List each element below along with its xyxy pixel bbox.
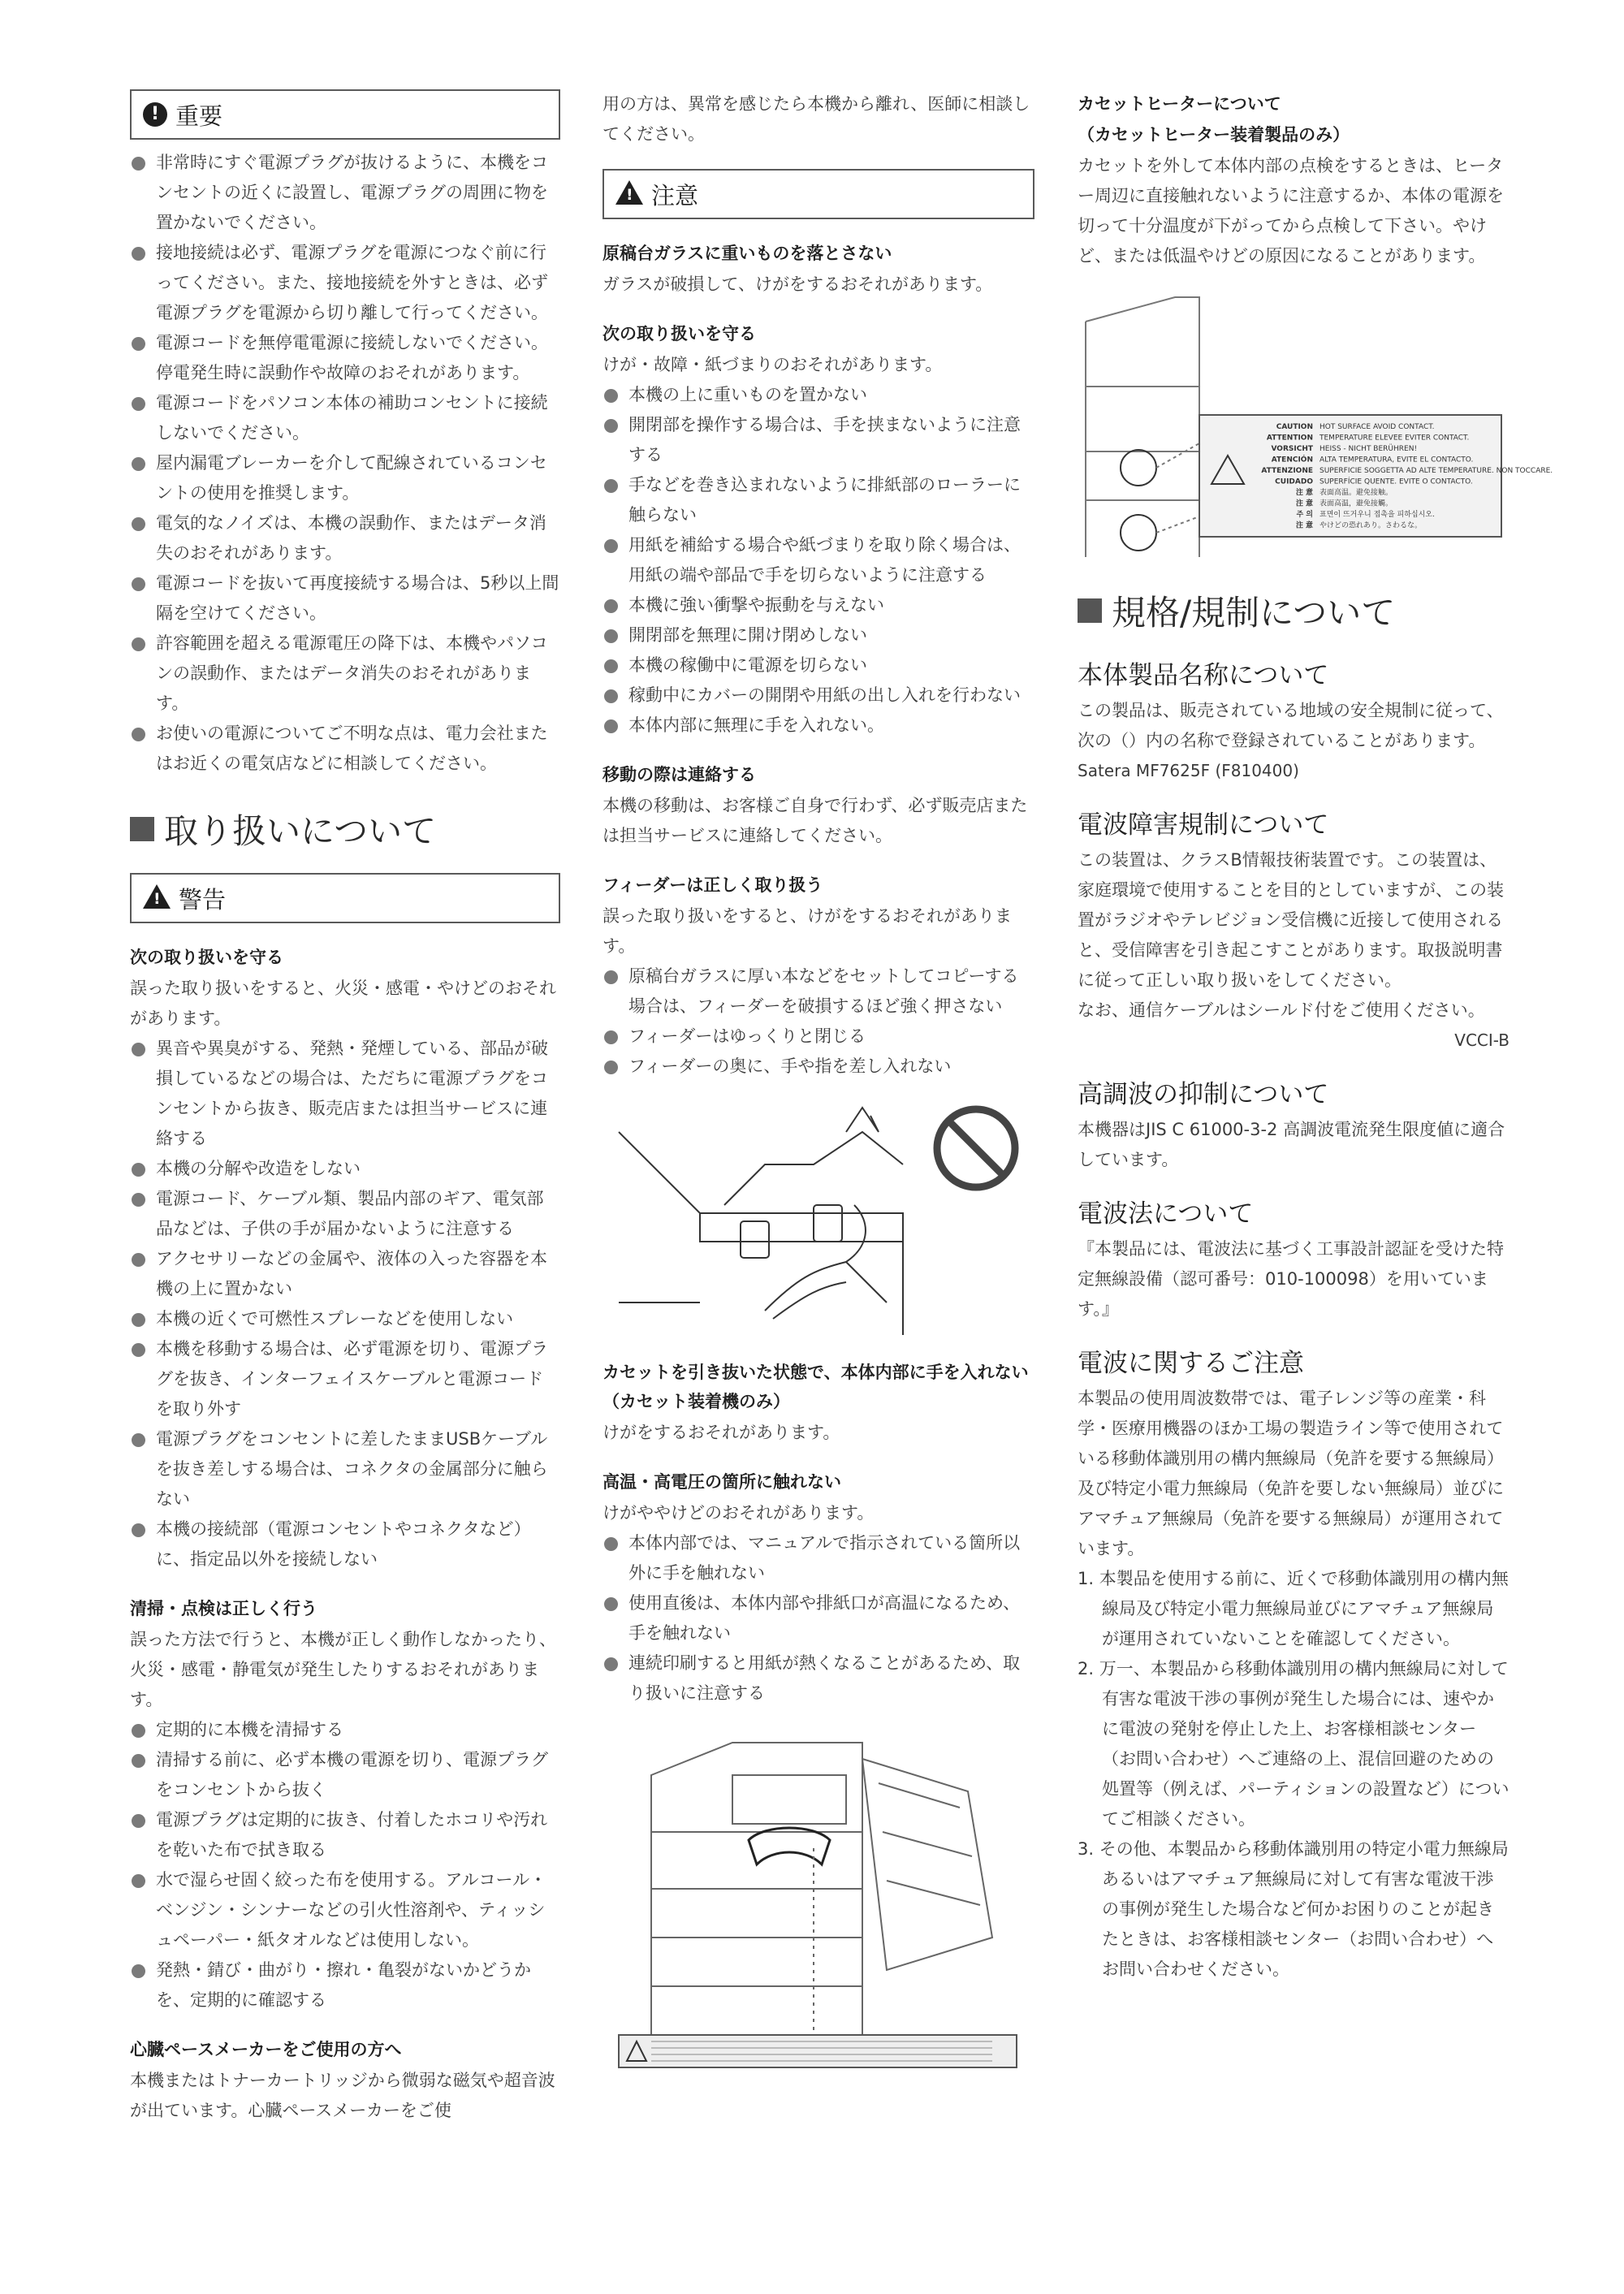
label-row-value: HEISS - NICHT BERÜHREN!: [1320, 445, 1418, 453]
feeder-illustration: [603, 1099, 1034, 1338]
column-3: [1078, 89, 1553, 1985]
list-item: 水で湿らせ固く絞った布を使用する。アルコール・ベンジン・シンナーなどの引火性溶剤や、ティッシュペーパー・紙タオルなどは使用しない。: [130, 1865, 560, 1955]
column-2: [603, 89, 1034, 2097]
cleaning-list: [130, 1715, 560, 2015]
paragraph: 本製品の使用周波数帯では、電子レンジ等の産業・科学・医療用機器のほか工場の製造ライン等で使用されている移動体識別用の構内無線局（免許を要する無線局）及び特定小電力無線局（免許を要しない無線局）並びにアマチュア無線局（免許を要する無線局）が運用されています。: [1078, 1389, 1504, 1558]
subheading: 次の取り扱いを守る: [130, 948, 283, 967]
list-item: 使用直後は、本体内部や排紙口が高温になるため、手を触れない: [603, 1588, 1034, 1648]
subheading: （カセットヒーター装着製品のみ）: [1078, 125, 1350, 145]
list-item: 電源コード、ケーブル類、製品内部のギア、電気部品などは、子供の手が届かないように注意する: [130, 1184, 560, 1244]
list-item: 接地接続は必ず、電源プラグを電源につなぐ前に行ってください。また、接地接続を外すときは、必ず電源プラグを電源から切り離して行ってください。: [130, 238, 560, 328]
paragraph: 誤った方法で行うと、本機が正しく動作しなかったり、火災・感電・静電気が発生したりするおそれがあります。: [130, 1630, 556, 1709]
label-row-key: ATTENTION: [1266, 434, 1313, 443]
paragraph: 用の方は、異常を感じたら本機から離れ、医師に相談してください。: [603, 94, 1030, 144]
list-item: 電気的なノイズは、本機の誤動作、またはデータ消失のおそれがあります。: [130, 508, 560, 568]
paragraph: 誤った取り扱いをすると、けがをするおそれがあります。: [603, 906, 1012, 956]
list-item: 本体内部では、マニュアルで指示されている箇所以外に手を触れない: [603, 1528, 1034, 1588]
label-row-key: CUIDADO: [1275, 477, 1313, 486]
label-row-value: 表面高温，避免接觸。: [1320, 499, 1393, 508]
paragraph: 誤った取り扱いをすると、火災・感電・やけどのおそれがあります。: [130, 979, 556, 1028]
subtitle: 電波に関するご注意: [1078, 1349, 1304, 1378]
paragraph: けがややけどのおそれがあります。: [603, 1503, 875, 1523]
label-row-key: 注 意: [1295, 499, 1313, 508]
label-row-value: ALTA TEMPERATURA, EVITE EL CONTACTO.: [1320, 456, 1474, 464]
printer-open-illustration: [603, 1726, 1034, 2076]
paragraph: ガラスが破損して、けがをするおそれがあります。: [603, 274, 993, 294]
label-row-key: CAUTION: [1276, 423, 1313, 431]
subtitle: 電波障害規制について: [1078, 810, 1329, 840]
important-list: [130, 148, 560, 779]
important-title: 重要: [175, 102, 223, 130]
list-item: 原稿台ガラスに厚い本などをセットしてコピーする場合は、フィーダーを破損するほど強く押さない: [603, 961, 1034, 1022]
subheading: 清掃・点検は正しく行う: [130, 1599, 317, 1618]
subheading: 心臓ペースメーカーをご使用の方へ: [130, 2040, 402, 2059]
list-item: 定期的に本機を清掃する: [130, 1715, 560, 1745]
square-bullet-icon: [1078, 598, 1102, 623]
list-item: 本機を移動する場合は、必ず電源を切り、電源プラグを抜き、インターフェイスケーブルと電源コードを取り外す: [130, 1334, 560, 1424]
vcci-mark: VCCI-B: [1454, 1030, 1510, 1050]
label-row-value: SUPERFICIE SOGGETTA AD ALTE TEMPERATURE. NON TOCCARE.: [1320, 467, 1553, 475]
notice-list: [1078, 1564, 1510, 1985]
warning-title: 警告: [179, 885, 227, 914]
list-item: フィーダーはゆっくりと閉じる: [603, 1022, 1034, 1052]
section-title: 規格/規制について: [1112, 593, 1396, 633]
list-item: 用紙を補給する場合や紙づまりを取り除く場合は、用紙の端や部品で手を切らないように注意する: [603, 530, 1034, 590]
list-item: 3. その他、本製品から移動体識別用の特定小電力無線局あるいはアマチュア無線局に対して有害な電波干渉の事例が発生した場合など何かお困りのことが起きたときは、お客様相談センター（お問い合わせ）へお問い合わせください。: [1078, 1839, 1509, 1979]
handling-list: [130, 1034, 560, 1575]
paragraph: この製品は、販売されている地域の安全規制に従って、次の（）内の名称で登録されていることがあります。: [1078, 701, 1504, 750]
caution-list: [603, 380, 1034, 741]
cassette-heater-illustration: [1078, 289, 1553, 560]
list-item: 許容範囲を超える電源電圧の降下は、本機やパソコンの誤動作、またはデータ消失のおそれがあります。: [130, 629, 560, 719]
subtitle: 本体製品名称について: [1078, 661, 1329, 690]
list-item: 屋内漏電ブレーカーを介して配線されているコンセントの使用を推奨します。: [130, 448, 560, 508]
list-item: フィーダーの奥に、手や指を差し入れない: [603, 1052, 1034, 1082]
paragraph: なお、通信ケーブルはシールド付をご使用ください。: [1078, 1000, 1485, 1020]
prohibition-icon: [937, 1109, 1015, 1187]
paragraph: 本機器はJIS C 61000-3-2 高調波電流発生限度値に適合しています。: [1078, 1120, 1505, 1169]
section-title: 取り扱いについて: [164, 811, 437, 851]
subheading: カセットヒーターについて: [1078, 94, 1281, 114]
section-heading-standards: [1078, 586, 1510, 635]
label-row-key: ATENCIÓN: [1271, 456, 1313, 464]
label-row-value: HOT SURFACE AVOID CONTACT.: [1320, 423, 1435, 431]
list-item: 本体内部に無理に手を入れない。: [603, 711, 1034, 741]
paragraph: けがをするおそれがあります。: [603, 1423, 840, 1442]
list-item: 清掃する前に、必ず本機の電源を切り、電源プラグをコンセントから抜く: [130, 1745, 560, 1805]
printer-inside-illustration: [603, 1726, 1034, 2079]
list-item: 開閉部を操作する場合は、手を挟まないように注意する: [603, 410, 1034, 470]
list-item: アクセサリーなどの金属や、液体の入った容器を本機の上に置かない: [130, 1244, 560, 1304]
square-bullet-icon: [130, 817, 154, 841]
subheading: フィーダーは正しく取り扱う: [603, 875, 823, 895]
warning-triangle-icon: [143, 884, 171, 909]
label-row-key: ATTENZIONE: [1261, 467, 1313, 475]
paragraph: 本機の移動は、お客様ご自身で行わず、必ず販売店または担当サービスに連絡してください。: [603, 796, 1028, 845]
list-item: 本機の近くで可燃性スプレーなどを使用しない: [130, 1304, 560, 1334]
subheading: カセットを引き抜いた状態で、本体内部に手を入れない（カセット装着機のみ）: [603, 1363, 1029, 1411]
subtitle: 高調波の抑制について: [1078, 1080, 1329, 1109]
label-row-value: TEMPERATURE ELEVEE EVITER CONTACT.: [1320, 434, 1470, 443]
list-item: お使いの電源についてご不明な点は、電力会社またはお近くの電気店などに相談してください。: [130, 719, 560, 779]
list-item: 開閉部を無理に開け閉めしない: [603, 620, 1034, 650]
list-item: 本機の上に重いものを置かない: [603, 380, 1034, 410]
paragraph: けが・故障・紙づまりのおそれがあります。: [603, 355, 943, 374]
list-item: 電源プラグは定期的に抜き、付着したホコリや汚れを乾いた布で拭き取る: [130, 1805, 560, 1865]
label-row-key: 注 意: [1295, 489, 1313, 497]
label-row-value: やけどの恐れあり。さわるな。: [1320, 521, 1423, 530]
feeder-hand-illustration: [603, 1099, 1034, 1335]
list-item: 発熱・錆び・曲がり・擦れ・亀裂がないかどうかを、定期的に確認する: [130, 1955, 560, 2015]
label-row-value: 表面高温。避免接触。: [1320, 489, 1393, 497]
feeder-list: [603, 961, 1034, 1082]
subheading: 高温・高電圧の箇所に触れない: [603, 1472, 841, 1492]
list-item: 電源コードを抜いて再度接続する場合は、5秒以上間隔を空けてください。: [130, 568, 560, 629]
warning-box-heading: [130, 873, 560, 923]
label-row-key: 주 의: [1296, 511, 1313, 519]
subheading: 次の取り扱いを守る: [603, 324, 756, 343]
list-item: 本機の分解や改造をしない: [130, 1154, 560, 1184]
list-item: 電源コードをパソコン本体の補助コンセントに接続しないでください。: [130, 388, 560, 448]
list-item: 本機の接続部（電源コンセントやコネクタなど）に、指定品以外を接続しない: [130, 1514, 560, 1575]
exclamation-circle-icon: !: [143, 102, 167, 127]
warning-triangle-icon: [615, 180, 643, 205]
list-item: 電源コードを無停電電源に接続しないでください。停電発生時に誤動作や故障のおそれがあります。: [130, 328, 560, 388]
list-item: 2. 万一、本製品から移動体識別用の構内無線局に対して有害な電波干渉の事例が発生した場合には、速やかに電波の発射を停止した上、お客様相談センター（お問い合わせ）へご連絡の上、混信回避のための処置等（例えば、パーティションの設置など）についてご相談ください。: [1078, 1659, 1510, 1829]
paragraph: カセットを外して本体内部の点検をするときは、ヒーター周辺に直接触れないように注意するか、本体の電源を切って十分温度が下がってから点検して下さい。やけど、または低温やけどの原因になることがあります。: [1078, 156, 1504, 266]
subheading: 移動の際は連絡する: [603, 765, 756, 784]
hot-list: [603, 1528, 1034, 1709]
list-item: 本機に強い衝撃や振動を与えない: [603, 590, 1034, 620]
label-row-value: SUPERFÍCIE QUENTE. EVITE O CONTACTO.: [1320, 477, 1473, 486]
heater-label-illustration: [1078, 289, 1553, 557]
important-box-heading: [130, 89, 560, 140]
paragraph: 本機またはトナーカートリッジから微弱な磁気や超音波が出ています。心臓ペースメーカーをご使: [130, 2071, 555, 2120]
label-row-value: 표면이 뜨거우니 접촉을 피하십시오.: [1320, 511, 1435, 519]
caution-box-heading: [603, 169, 1034, 219]
list-item: 電源プラグをコンセントに差したままUSBケーブルを抜き差しする場合は、コネクタの金属部分に触らない: [130, 1424, 560, 1514]
model-name: Satera MF7625F (F810400): [1078, 761, 1299, 780]
caution-title: 注意: [651, 181, 699, 210]
paragraph: この装置は、クラスB情報技術装置です。この装置は、家庭環境で使用することを目的としていますが、この装置がラジオやテレビジョン受信機に近接して使用されると、受信障害を引き起こすことがあります。取扱説明書に従って正しい取り扱いをしてください。: [1078, 850, 1504, 990]
list-item: 連続印刷すると用紙が熱くなることがあるため、取り扱いに注意する: [603, 1648, 1034, 1709]
column-1: [130, 89, 560, 2126]
list-item: 1. 本製品を使用する前に、近くで移動体識別用の構内無線局及び特定小電力無線局並びにアマチュア無線局が運用されていないことを確認してください。: [1078, 1569, 1509, 1648]
section-heading-handling: [130, 805, 560, 853]
list-item: 手などを巻き込まれないように排紙部のローラーに触らない: [603, 470, 1034, 530]
paragraph: 『本製品には、電波法に基づく工事設計認証を受けた特定無線設備（認可番号：010-100098）を用いています。』: [1078, 1239, 1504, 1319]
label-row-key: VORSICHT: [1271, 445, 1313, 453]
list-item: 本機の稼働中に電源を切らない: [603, 650, 1034, 680]
list-item: 非常時にすぐ電源プラグが抜けるように、本機をコンセントの近くに設置し、電源プラグの周囲に物を置かないでください。: [130, 148, 560, 238]
list-item: 異音や異臭がする、発熱・発煙している、部品が破損しているなどの場合は、ただちに電源プラグをコンセントから抜き、販売店または担当サービスに連絡する: [130, 1034, 560, 1154]
subtitle: 電波法について: [1078, 1199, 1254, 1229]
subheading: 原稿台ガラスに重いものを落とさない: [603, 244, 892, 263]
label-row-key: 注 意: [1295, 521, 1313, 530]
list-item: 稼動中にカバーの開閉や用紙の出し入れを行わない: [603, 680, 1034, 711]
